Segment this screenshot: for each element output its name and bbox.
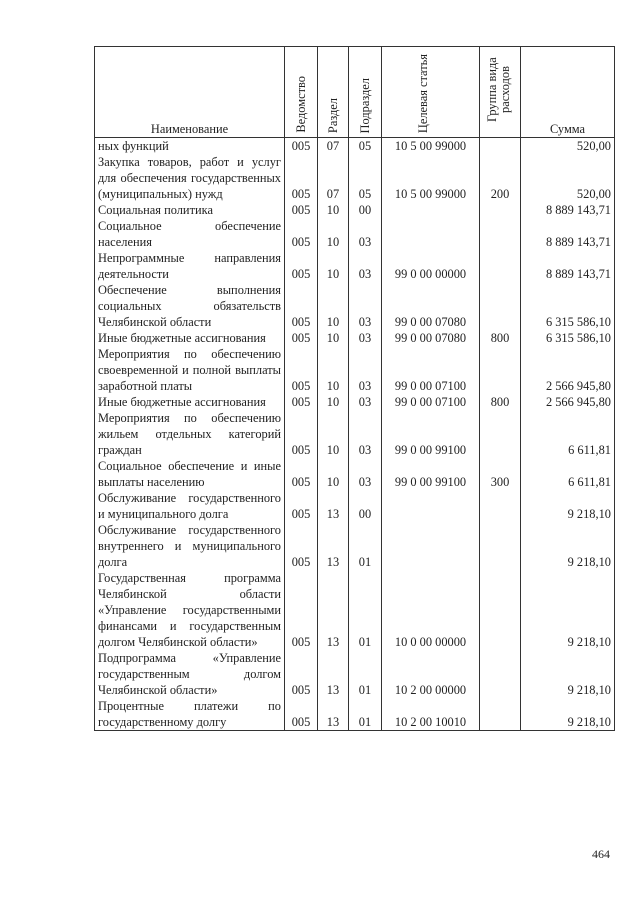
cell-target: 10 2 00 10010	[382, 698, 480, 731]
cell-target: 10 2 00 00000	[382, 650, 480, 698]
cell-subsection: 01	[349, 522, 382, 570]
cell-dept: 005	[285, 650, 318, 698]
table-row	[95, 250, 615, 282]
cell-exp-group	[480, 282, 521, 330]
table-row	[95, 490, 615, 522]
cell-name: Социальная политика	[95, 202, 285, 218]
cell-sum: 8 889 143,71	[521, 218, 615, 250]
cell-section: 10	[318, 282, 349, 330]
cell-name: Иные бюджетные ассигнования	[95, 330, 285, 346]
cell-target: 10 5 00 99000	[382, 138, 480, 155]
cell-target	[382, 490, 480, 522]
cell-name: Государственная программа Челябинской области «Управление государственными финансами и государственным долгом Челябинской области»	[95, 570, 285, 650]
table-row	[95, 138, 615, 155]
header-dept: Ведомство	[285, 47, 318, 138]
cell-name: Непрограммные направления деятельности	[95, 250, 285, 282]
cell-exp-group: 300	[480, 458, 521, 490]
cell-dept: 005	[285, 282, 318, 330]
cell-dept: 005	[285, 458, 318, 490]
cell-subsection: 03	[349, 410, 382, 458]
cell-dept: 005	[285, 330, 318, 346]
cell-subsection: 03	[349, 346, 382, 394]
cell-section: 13	[318, 522, 349, 570]
cell-name: Процентные платежи по государственному долгу	[95, 698, 285, 731]
cell-sum: 2 566 945,80	[521, 394, 615, 410]
cell-name: Социальное обеспечение и иные выплаты населению	[95, 458, 285, 490]
cell-dept: 005	[285, 698, 318, 731]
cell-sum: 8 889 143,71	[521, 202, 615, 218]
header-section: Раздел	[318, 47, 349, 138]
cell-exp-group	[480, 490, 521, 522]
cell-exp-group	[480, 138, 521, 155]
cell-section: 10	[318, 218, 349, 250]
cell-name: Мероприятия по обеспечению жильем отдельных категорий граждан	[95, 410, 285, 458]
cell-subsection: 05	[349, 154, 382, 202]
cell-sum: 9 218,10	[521, 522, 615, 570]
table-row	[95, 154, 615, 202]
cell-name: Закупка товаров, работ и услуг для обеспечения государственных (муниципальных) нужд	[95, 154, 285, 202]
cell-sum: 6 611,81	[521, 458, 615, 490]
cell-sum: 6 315 586,10	[521, 282, 615, 330]
table-row	[95, 698, 615, 731]
cell-dept: 005	[285, 522, 318, 570]
cell-dept: 005	[285, 250, 318, 282]
cell-sum: 6 315 586,10	[521, 330, 615, 346]
cell-dept: 005	[285, 138, 318, 155]
cell-subsection: 03	[349, 282, 382, 330]
cell-sum: 9 218,10	[521, 570, 615, 650]
table-row	[95, 330, 615, 346]
cell-exp-group	[480, 218, 521, 250]
cell-exp-group	[480, 202, 521, 218]
header-target: Целевая статья	[382, 47, 480, 138]
page-number: 464	[592, 847, 610, 861]
cell-sum: 9 218,10	[521, 650, 615, 698]
table-row	[95, 570, 615, 650]
cell-name: Обеспечение выполнения социальных обязательств Челябинской области	[95, 282, 285, 330]
cell-name: Обслуживание государственного и муниципального долга	[95, 490, 285, 522]
cell-subsection: 05	[349, 138, 382, 155]
cell-subsection: 03	[349, 394, 382, 410]
cell-section: 10	[318, 458, 349, 490]
cell-subsection: 03	[349, 250, 382, 282]
cell-target: 99 0 00 07100	[382, 346, 480, 394]
table-row	[95, 394, 615, 410]
cell-dept: 005	[285, 394, 318, 410]
cell-exp-group	[480, 250, 521, 282]
header-row	[95, 47, 615, 138]
header-subsection: Подраздел	[349, 47, 382, 138]
cell-subsection: 00	[349, 202, 382, 218]
cell-target	[382, 522, 480, 570]
cell-target: 99 0 00 07100	[382, 394, 480, 410]
budget-table	[94, 46, 615, 731]
cell-exp-group	[480, 410, 521, 458]
table-row	[95, 522, 615, 570]
cell-section: 13	[318, 490, 349, 522]
cell-name: Обслуживание государственного внутреннего и муниципального долга	[95, 522, 285, 570]
cell-section: 07	[318, 138, 349, 155]
cell-dept: 005	[285, 570, 318, 650]
header-name: Наименование	[95, 47, 285, 138]
cell-subsection: 03	[349, 330, 382, 346]
cell-exp-group: 800	[480, 330, 521, 346]
cell-target	[382, 202, 480, 218]
cell-section: 10	[318, 250, 349, 282]
table-row	[95, 650, 615, 698]
cell-subsection: 03	[349, 218, 382, 250]
table-row	[95, 458, 615, 490]
cell-dept: 005	[285, 346, 318, 394]
cell-sum: 520,00	[521, 154, 615, 202]
cell-sum: 8 889 143,71	[521, 250, 615, 282]
cell-exp-group: 800	[480, 394, 521, 410]
cell-target: 99 0 00 99100	[382, 458, 480, 490]
cell-target: 99 0 00 99100	[382, 410, 480, 458]
cell-subsection: 00	[349, 490, 382, 522]
table-row	[95, 410, 615, 458]
cell-exp-group	[480, 522, 521, 570]
header-exp-group: Группа вида расходов	[480, 47, 521, 138]
cell-sum: 520,00	[521, 138, 615, 155]
cell-target: 10 5 00 99000	[382, 154, 480, 202]
cell-exp-group: 200	[480, 154, 521, 202]
cell-name: Подпрограмма «Управление государственным долгом Челябинской области»	[95, 650, 285, 698]
cell-section: 10	[318, 346, 349, 394]
table-row	[95, 282, 615, 330]
header-sum: Сумма	[521, 47, 615, 138]
cell-section: 07	[318, 154, 349, 202]
cell-name: Мероприятия по обеспечению своевременной и полной выплаты заработной платы	[95, 346, 285, 394]
cell-subsection: 01	[349, 650, 382, 698]
cell-target: 10 0 00 00000	[382, 570, 480, 650]
table-row	[95, 346, 615, 394]
cell-exp-group	[480, 570, 521, 650]
cell-sum: 9 218,10	[521, 490, 615, 522]
cell-section: 10	[318, 410, 349, 458]
cell-name: Иные бюджетные ассигнования	[95, 394, 285, 410]
cell-subsection: 03	[349, 458, 382, 490]
cell-dept: 005	[285, 202, 318, 218]
cell-target	[382, 218, 480, 250]
cell-section: 13	[318, 570, 349, 650]
cell-target: 99 0 00 07080	[382, 330, 480, 346]
cell-exp-group	[480, 650, 521, 698]
cell-section: 13	[318, 650, 349, 698]
cell-section: 13	[318, 698, 349, 731]
cell-section: 10	[318, 330, 349, 346]
cell-section: 10	[318, 202, 349, 218]
cell-sum: 9 218,10	[521, 698, 615, 731]
cell-exp-group	[480, 698, 521, 731]
cell-name: Социальное обеспечение населения	[95, 218, 285, 250]
cell-exp-group	[480, 346, 521, 394]
cell-target: 99 0 00 00000	[382, 250, 480, 282]
cell-dept: 005	[285, 154, 318, 202]
cell-sum: 6 611,81	[521, 410, 615, 458]
cell-subsection: 01	[349, 698, 382, 731]
table-row	[95, 202, 615, 218]
cell-subsection: 01	[349, 570, 382, 650]
cell-dept: 005	[285, 218, 318, 250]
cell-dept: 005	[285, 490, 318, 522]
cell-dept: 005	[285, 410, 318, 458]
cell-name: ных функций	[95, 138, 285, 155]
cell-sum: 2 566 945,80	[521, 346, 615, 394]
cell-target: 99 0 00 07080	[382, 282, 480, 330]
cell-section: 10	[318, 394, 349, 410]
table-row	[95, 218, 615, 250]
